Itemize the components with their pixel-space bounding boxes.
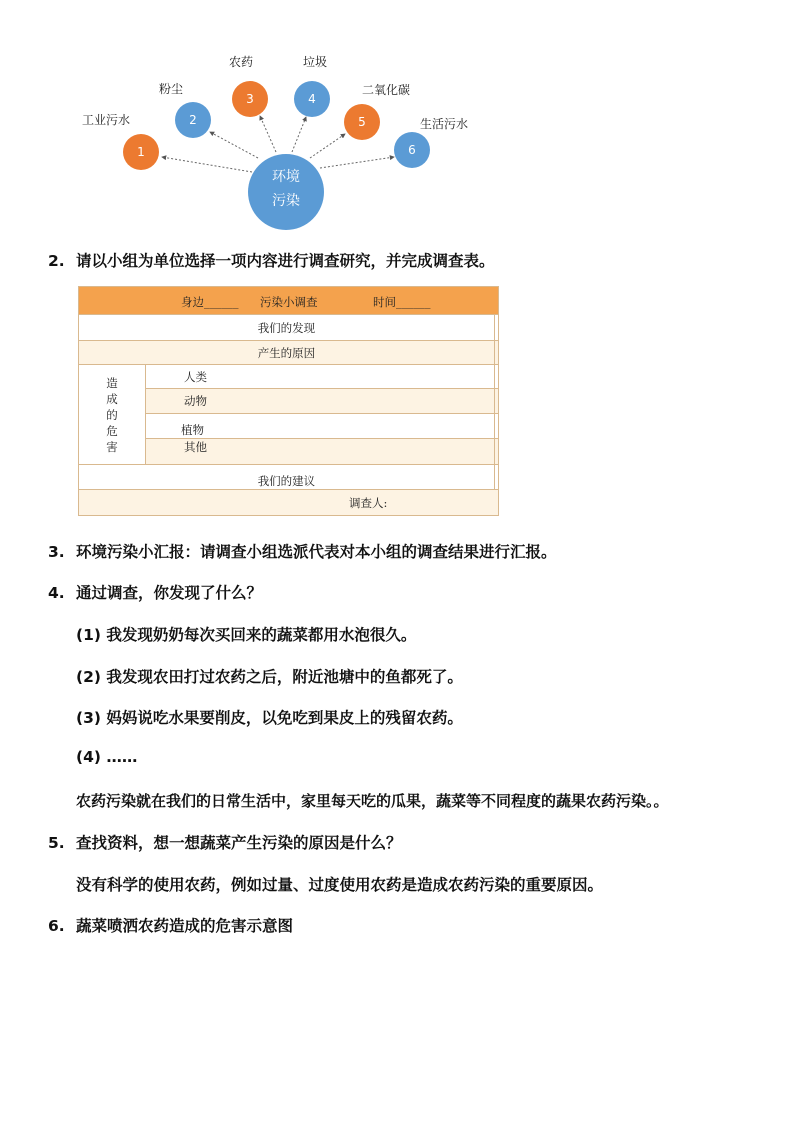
question-2-number: 2.: [48, 252, 65, 270]
question-4: [48, 581, 262, 603]
harm-other-field[interactable]: [494, 439, 498, 465]
center-label-line2: 污染: [272, 193, 300, 209]
node-5-number: 5: [358, 115, 366, 129]
question-4-text: 通过调查，你发现了什么？: [76, 584, 263, 602]
harm-other-label: 其他: [146, 439, 495, 465]
survey-table-header: [79, 287, 499, 315]
surveyor-label: 调查人:: [79, 490, 499, 516]
harm-humans-field[interactable]: [494, 365, 498, 389]
row-causes-label: 产生的原因: [79, 341, 495, 365]
harm-char-2: 成: [106, 391, 118, 406]
question-3: [48, 540, 557, 562]
harm-plants-label: 植物: [146, 414, 495, 439]
harm-humans-label: 人类: [146, 365, 495, 389]
node-6-number: 6: [408, 143, 416, 157]
harm-char-1: 造: [106, 375, 118, 390]
row-surveyor: [79, 490, 499, 516]
harm-vertical-label: [79, 365, 146, 465]
question-3-number: 3.: [48, 543, 65, 561]
survey-table-header-row: [79, 287, 499, 315]
finding-item-1: (1) 我发现奶奶每次买回来的蔬菜都用水泡很久。: [76, 626, 417, 644]
arrow-6: [320, 157, 394, 168]
harm-char-3: 的: [106, 407, 118, 422]
question-6-number: 6.: [48, 917, 65, 935]
question-5: [48, 831, 402, 853]
node-3-number: 3: [246, 92, 254, 106]
finding-item-2: (2) 我发现农田打过农药之后，附近池塘中的鱼都死了。: [76, 668, 463, 686]
harm-char-4: 危: [106, 423, 118, 438]
node-2-label: 粉尘: [159, 82, 184, 96]
arrow-3: [260, 116, 276, 152]
arrow-5: [310, 134, 345, 158]
row-causes-field[interactable]: [494, 341, 498, 365]
row-findings-label: 我们的发现: [79, 315, 495, 341]
center-label: [248, 165, 324, 213]
node-4-label: 垃圾: [303, 55, 328, 69]
row-findings-field[interactable]: [494, 315, 498, 341]
pollution-diagram: [0, 0, 794, 240]
node-2-number: 2: [189, 113, 197, 127]
finding-item-4: (4) ……: [76, 748, 138, 766]
header-title: 污染小调查: [260, 295, 318, 309]
question-2: [48, 249, 495, 271]
question-6: [48, 914, 293, 936]
row-harm-humans: [79, 365, 499, 389]
node-1-number: 1: [137, 145, 145, 159]
question-2-text: 请以小组为单位选择一项内容进行调查研究，并完成调查表。: [76, 252, 495, 270]
finding-summary: 农药污染就在我们的日常生活中，家里每天吃的瓜果，蔬菜等不同程度的蔬果农药污染。。: [76, 792, 669, 810]
harm-animals-label: 动物: [146, 389, 495, 414]
node-6-label: 生活污水: [420, 117, 469, 131]
question-5-answer: 没有科学的使用农药，例如过量、过度使用农药是造成农药污染的重要原因。: [76, 876, 604, 894]
question-6-text: 蔬菜喷洒农药造成的危害示意图: [76, 917, 294, 935]
harm-plants-field[interactable]: [494, 414, 498, 439]
question-4-number: 4.: [48, 584, 65, 602]
harm-char-5: 害: [106, 439, 118, 454]
header-time-blank: 时间______: [373, 295, 431, 309]
harm-animals-field[interactable]: [494, 389, 498, 414]
node-5-label: 二氧化碳: [362, 83, 411, 97]
question-3-text: 环境污染小汇报：请调查小组选派代表对本小组的调查结果进行汇报。: [76, 543, 557, 561]
arrow-2: [210, 132, 258, 158]
row-suggestions-field[interactable]: [494, 465, 498, 490]
row-causes: [79, 341, 499, 365]
node-1-label: 工业污水: [82, 113, 131, 127]
center-label-line1: 环境: [272, 169, 300, 185]
row-suggestions: [79, 465, 499, 490]
finding-item-3: (3) 妈妈说吃水果要削皮，以免吃到果皮上的残留农药。: [76, 709, 463, 727]
arrow-1: [162, 157, 252, 172]
row-findings: [79, 315, 499, 341]
arrow-4: [292, 117, 306, 152]
question-5-text: 查找资料，想一想蔬菜产生污染的原因是什么？: [76, 834, 402, 852]
header-near-blank: 身边______: [181, 295, 239, 309]
row-suggestions-label: 我们的建议: [79, 465, 495, 490]
node-3-label: 农药: [229, 55, 254, 69]
survey-table: [78, 286, 499, 516]
question-5-number: 5.: [48, 834, 65, 852]
node-4-number: 4: [308, 92, 316, 106]
